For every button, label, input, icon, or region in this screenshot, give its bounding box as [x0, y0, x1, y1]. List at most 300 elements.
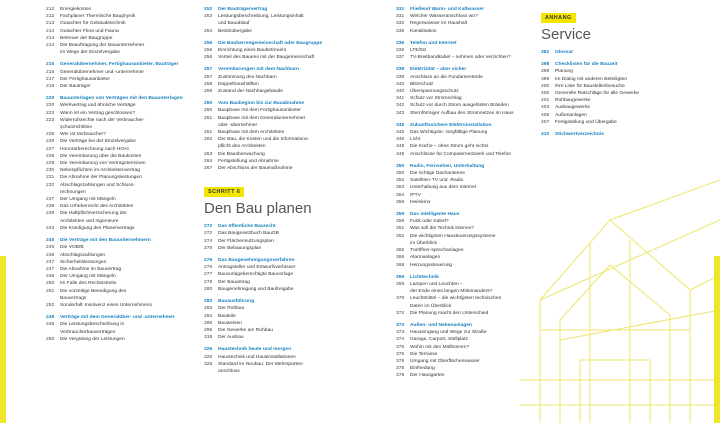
page-number: 219	[46, 84, 55, 90]
entry-title: Die Kündigung des Planervertrags	[60, 225, 135, 231]
toc-entry	[396, 13, 536, 20]
entry-title: Fließend Warm- und Kaltwasser	[410, 7, 485, 12]
page-number: 352	[396, 178, 405, 184]
page-number	[396, 240, 410, 247]
page-number: 222	[46, 110, 55, 116]
entry-title: Der Abschluss der Baumaßnahme	[218, 166, 293, 172]
toc-entry	[396, 136, 536, 143]
entry-title: rechnungen	[60, 189, 86, 195]
entry-title: Schutz vor Stromschlag	[410, 96, 462, 102]
entry-title: Im Dialog mit anderen Beteiligten	[555, 76, 628, 82]
page-number: 373	[396, 322, 405, 328]
page-number: 372	[396, 310, 405, 316]
page-number: 336	[396, 48, 405, 54]
chapter-title: Den Bau planen	[204, 200, 312, 218]
toc-section-heading	[541, 131, 691, 138]
page-number: 263	[204, 151, 213, 157]
page-number: 407	[541, 119, 550, 125]
entry-title: Energiekosten	[60, 7, 92, 12]
toc-entry	[46, 69, 186, 76]
toc-section	[46, 61, 186, 90]
toc-section	[46, 6, 186, 56]
toc-entry	[204, 47, 334, 54]
entry-title: im Wege der Einzelvergabe	[60, 50, 120, 56]
entry-title: Planung	[555, 69, 573, 75]
toc-entry	[396, 102, 536, 109]
toc-entry	[46, 35, 186, 42]
page-number: 401	[541, 98, 550, 104]
entry-title: Ausbaugewerke	[555, 105, 591, 111]
toc-entry	[204, 28, 334, 35]
toc-entry	[46, 288, 186, 295]
toc-section	[396, 66, 536, 116]
entry-title: Die Planung macht den Unterschied	[410, 310, 489, 316]
entry-title: Betreuer der Baugruppe	[60, 35, 113, 41]
toc-entry	[46, 252, 186, 259]
page-number: 278	[204, 279, 213, 285]
toc-section-heading	[396, 274, 536, 281]
toc-entry	[396, 110, 536, 117]
entry-title: Fertigstellung und Abnahme	[218, 158, 279, 164]
toc-entry	[204, 81, 334, 88]
entry-title: Überspannungsschutz	[410, 89, 459, 95]
page-number: 260	[204, 101, 213, 107]
toc-entry	[204, 74, 334, 81]
page-number	[46, 295, 60, 302]
page-number: 214	[46, 28, 55, 34]
page-number: 249	[46, 322, 55, 328]
entry-title: Das öffentliche Baurecht	[218, 224, 276, 230]
toc-entry	[204, 20, 334, 27]
toc-entry	[396, 262, 536, 269]
entry-title: Unterhaltung aus dem Internet	[410, 185, 477, 191]
entry-title: Haustechnik und Hausinstallationen	[218, 354, 296, 360]
toc-entry	[46, 182, 186, 189]
page-number: 378	[396, 366, 405, 372]
page-number: 237	[46, 197, 55, 203]
entry-title: Stichwortverzeichnis	[555, 132, 604, 138]
page-number: 331	[396, 14, 405, 20]
entry-title: Glossar	[555, 50, 574, 55]
page-number: 220	[46, 103, 55, 109]
page-number: 350	[396, 171, 405, 177]
toc-entry	[204, 368, 334, 375]
toc-section	[541, 61, 691, 126]
page-number: 275	[204, 245, 213, 251]
toc-entry	[396, 254, 536, 261]
toc-section	[204, 66, 334, 95]
toc-entry	[396, 233, 536, 240]
page-number: 225	[46, 132, 55, 138]
chapter-badge: ANHANG	[541, 13, 576, 23]
entry-title: Generalübernehmer, Fertighausanbieter, Bauträger	[60, 62, 179, 68]
page-number: 214	[46, 35, 55, 41]
entry-title: Kanalisation	[410, 28, 437, 34]
toc-entry	[396, 184, 536, 191]
page-number: 215	[46, 62, 55, 68]
toc-entry	[541, 97, 691, 104]
page-number: 365	[396, 248, 405, 254]
toc-entry	[204, 361, 334, 368]
entry-title: Radio, Fernsehen, Unterhaltung	[410, 163, 485, 169]
page-number: 362	[396, 233, 405, 239]
page-number: 272	[204, 224, 213, 230]
entry-title: Satelliten-TV und -Radio	[410, 178, 464, 184]
entry-title: Baugenehmigung und Baufreigabe	[218, 286, 294, 292]
toc-entry	[46, 153, 186, 160]
page-number: 369	[396, 274, 405, 280]
entry-title: pflicht des Architekten	[218, 144, 266, 150]
entry-title: Generelle Ratschläge für alle Gewerke	[555, 91, 639, 97]
entry-title: Fachplaner Thermische Bauphysik	[60, 14, 136, 20]
entry-title: Funk oder Kabel?	[410, 219, 449, 225]
entry-title: Schutz vor durch Strom ausgelösten Bränden	[410, 103, 509, 109]
toc-entry	[204, 327, 334, 334]
entry-title: Generalübernehmer und -unternehmer	[60, 69, 145, 75]
page-number: 258	[204, 89, 213, 95]
toc-entry	[396, 95, 536, 102]
page-number: 359	[396, 212, 405, 218]
entry-title: Der Bau, die Kosten und die Informations-	[218, 137, 310, 143]
page-number: 251	[46, 288, 55, 294]
toc-entry	[541, 76, 691, 83]
toc-entry	[46, 6, 186, 13]
toc-entry	[541, 112, 691, 119]
page-number: 349	[396, 151, 405, 157]
entry-title: Das Urheberrecht des Architekten	[60, 204, 134, 210]
toc-section	[396, 211, 536, 269]
toc-section-heading	[46, 61, 186, 68]
toc-entry	[204, 354, 334, 361]
toc-entry	[204, 230, 334, 237]
toc-section	[46, 95, 186, 232]
entry-title: Architekten und Ingenieure	[60, 218, 119, 224]
page-number: 339	[396, 74, 405, 80]
entry-title: Der Hausgarten	[410, 373, 445, 379]
entry-title: Verträge mit dem Generalüber- und -unternehmer	[60, 315, 175, 321]
page-number	[46, 218, 60, 225]
toc-entry	[396, 336, 536, 343]
toc-entry	[541, 104, 691, 111]
entry-title: Rohbaugewerke	[555, 98, 591, 104]
entry-title: Wer ist Verbraucher?	[60, 132, 106, 138]
entry-title: Der Umgang mit Mängeln	[60, 274, 116, 280]
entry-title: Alarmanlagen	[410, 255, 441, 261]
toc-section-heading	[46, 314, 186, 321]
entry-title: Der Ausbau	[218, 335, 244, 341]
entry-title: Gutachter für Gebäudetechnik	[60, 21, 126, 27]
page-number: 246	[46, 252, 55, 258]
page-number: 260	[204, 108, 213, 114]
toc-entry	[204, 122, 334, 129]
entry-title: Der Bauantrag	[218, 279, 250, 285]
page-number: 379	[396, 373, 405, 379]
toc-entry	[46, 42, 186, 49]
toc-entry	[46, 131, 186, 138]
entry-title: Antragsteller und Entwurfsverfasser	[218, 265, 296, 271]
page-number: 245	[46, 238, 55, 244]
entry-title: Die Leistungsbeschreibung in	[60, 322, 125, 328]
page-number: 257	[204, 74, 213, 80]
entry-title: Honorarberechnung nach HOAI	[60, 146, 129, 152]
page-number: 328	[204, 361, 213, 367]
toc-entry	[541, 90, 691, 97]
entry-title: Die Verträge mit den Bauunternehmern	[60, 238, 151, 244]
entry-title: Checklisten für die Bauzeit	[555, 62, 618, 68]
entry-title: Bauphase mit dem Generalunternehmer	[218, 115, 306, 121]
toc-entry	[204, 151, 334, 158]
toc-entry	[204, 143, 334, 150]
toc-entry	[396, 88, 536, 95]
toc-entry	[46, 218, 186, 225]
toc-section-heading	[396, 211, 536, 218]
toc-section-heading	[204, 223, 334, 230]
page-number: 369	[396, 281, 405, 287]
entry-title: Die Abnahme der Planungsleistungen	[60, 175, 142, 181]
toc-entry	[204, 54, 334, 61]
page-number: 253	[204, 14, 213, 20]
entry-title: der Ende eines langen Mitteinanders?	[410, 289, 493, 295]
page-number: 350	[396, 163, 405, 169]
toc-section	[204, 40, 334, 62]
entry-title: Einfriedung	[410, 366, 435, 372]
entry-title: Einrichtung eines Baubetreuers	[218, 48, 287, 54]
page-number: 239	[46, 204, 55, 210]
page-number: 256	[204, 48, 213, 54]
toc-section	[396, 6, 536, 35]
toc-entry	[46, 174, 186, 181]
page-number: 283	[204, 299, 213, 305]
entry-title: Zukunftssichere Elektroinstallation	[410, 122, 492, 128]
page-number: 217	[46, 76, 55, 82]
toc-entry	[46, 196, 186, 203]
entry-title: Das Baugenehmigungsverfahren	[218, 258, 295, 264]
toc-entry	[46, 321, 186, 328]
entry-title: Die Vereinbarung von Vertragsterminen	[60, 161, 146, 167]
entry-title: Abschlagszahlungen und Schluss-	[60, 182, 135, 188]
toc-section-heading	[204, 6, 334, 13]
entry-title: Der Flächennutzungsplan	[218, 238, 274, 244]
page-number: 376	[396, 358, 405, 364]
entry-title: Bauvorlageberechtigte Bauvorlage	[218, 272, 294, 278]
page-number: 348	[396, 144, 405, 150]
toc-entry	[46, 203, 186, 210]
toc-section-heading	[396, 122, 536, 129]
toc-column-4	[541, 6, 691, 138]
toc-entry	[396, 47, 536, 54]
page-number: 261	[204, 130, 213, 136]
entry-title: Elektrizität – aber sicher	[410, 67, 467, 73]
entry-title: Bauweisen	[218, 320, 242, 326]
toc-section-heading	[396, 40, 536, 47]
page-number: 318	[204, 335, 213, 341]
page-number: 343	[396, 110, 405, 116]
page-number: 276	[204, 258, 213, 264]
page-number: 232	[46, 182, 55, 188]
page-number: 277	[204, 272, 213, 278]
toc-entry	[204, 136, 334, 143]
toc-entry	[46, 302, 186, 309]
toc-entry	[46, 138, 186, 145]
chapter-badge: SCHRITT 6	[204, 187, 244, 197]
toc-section-heading	[204, 298, 334, 305]
entry-title: Was soll die Technik können?	[410, 226, 475, 232]
toc-entry	[204, 88, 334, 95]
entry-title: Ihre Liste für Baustellenbesuche	[555, 83, 625, 89]
toc-section-heading	[204, 40, 334, 47]
page-number: 339	[396, 67, 405, 73]
entry-title: Die Vereinbarung über die Baukosten	[60, 153, 142, 159]
toc-entry	[46, 49, 186, 56]
entry-title: Zustimmung des Nachbarn	[218, 74, 277, 80]
toc-entry	[396, 281, 536, 288]
toc-section-heading	[396, 322, 536, 329]
page-number: 247	[46, 266, 55, 272]
page-number: 280	[204, 286, 213, 292]
toc-entry	[46, 266, 186, 273]
page-number	[396, 288, 410, 295]
toc-section	[396, 322, 536, 380]
toc-entry	[46, 295, 186, 302]
page-number: 406	[541, 112, 550, 118]
page-number: 403	[541, 105, 550, 111]
page-number: 326	[204, 347, 213, 353]
toc-entry	[396, 247, 536, 254]
toc-entry	[46, 329, 186, 336]
toc-section	[204, 257, 334, 293]
entry-title: Vom Baubeginn bis zur Bauabnahme	[218, 101, 305, 107]
toc-section	[396, 122, 536, 158]
page-number: 398	[541, 69, 550, 75]
toc-section	[541, 131, 691, 138]
entry-title: Das Baugesetzbuch BauGB	[218, 231, 279, 237]
entry-title: IPTV	[410, 192, 421, 198]
toc-section	[204, 346, 334, 375]
page-number: 213	[46, 21, 55, 27]
entry-title: Der Bebauungsplan	[218, 245, 262, 251]
toc-entry	[46, 336, 186, 343]
entry-title: Die vorzeitige Beendigung des	[60, 288, 127, 294]
entry-title: Die Bauherrengemeinschaft oder Baugruppe	[218, 40, 323, 46]
toc-entry	[204, 13, 334, 20]
page-number: 400	[541, 83, 550, 89]
toc-section	[204, 6, 334, 35]
entry-title: Bauteile	[218, 313, 236, 319]
entry-title: Werkvertrag und ähnliche Verträge	[60, 103, 136, 109]
entry-title: Heizungssteuerung	[410, 262, 453, 268]
toc-entry	[46, 259, 186, 266]
toc-entry	[204, 264, 334, 271]
page-number: 276	[204, 265, 213, 271]
toc-entry	[204, 286, 334, 293]
page-number: 243	[46, 225, 55, 231]
entry-title: Die Bauüberwachung	[218, 151, 265, 157]
entry-title: Leuchtmittel – die wichtigsten technischen	[410, 296, 502, 302]
entry-title: im Überblick	[410, 240, 437, 246]
entry-title: Gutachter Flora und Fauna	[60, 28, 119, 34]
page-number: 331	[396, 7, 405, 12]
toc-entry	[396, 225, 536, 232]
toc-entry	[396, 28, 536, 35]
entry-title: Bauunterlagen von Verträgen mit den Bauunterlagen	[60, 96, 183, 102]
toc-section	[204, 100, 334, 172]
toc-entry	[46, 160, 186, 167]
toc-section	[541, 49, 691, 56]
entry-title: LTE/5G	[410, 48, 427, 54]
page-number	[46, 329, 60, 336]
entry-title: Standard im Neubau: Der Mehrsparten-	[218, 361, 304, 367]
toc-entry	[396, 329, 536, 336]
entry-title: Anschlüsse für Computernetzwerk und Telefon	[410, 151, 512, 157]
left-edge-marker	[0, 256, 6, 423]
toc-section	[204, 223, 334, 252]
page-number	[204, 20, 218, 27]
toc-section-heading	[204, 346, 334, 353]
page-number: 361	[396, 226, 405, 232]
page-number: 353	[396, 185, 405, 191]
page-number: 223	[46, 117, 55, 123]
toc-entry	[396, 143, 536, 150]
toc-entry	[46, 76, 186, 83]
toc-entry	[204, 107, 334, 114]
entry-title: Leistungsbeschreibung, Leistungsinhalt	[218, 14, 304, 20]
page-number: 227	[46, 146, 55, 152]
toc-entry	[204, 238, 334, 245]
toc-section-heading	[541, 61, 691, 68]
toc-entry	[46, 28, 186, 35]
toc-entry	[46, 110, 186, 117]
toc-entry	[396, 295, 536, 302]
toc-entry	[204, 313, 334, 320]
page-number: 398	[541, 62, 550, 68]
toc-entry	[396, 365, 536, 372]
page-number: 376	[396, 351, 405, 357]
toc-entry	[204, 305, 334, 312]
toc-entry	[396, 303, 536, 310]
toc-entry	[204, 115, 334, 122]
toc-section	[46, 237, 186, 309]
toc-entry	[396, 372, 536, 379]
page-number: 247	[46, 259, 55, 265]
entry-title: Das Wichtigste: sorgfältige Planung	[410, 130, 488, 136]
chapter-title: Service	[541, 26, 592, 43]
entry-title: Außenanlagen	[555, 112, 587, 118]
toc-entry	[204, 271, 334, 278]
page-number: 368	[396, 262, 405, 268]
entry-title: anschluss	[218, 368, 240, 374]
toc-column-2	[204, 6, 334, 375]
page-number	[204, 368, 218, 375]
toc-entry	[541, 119, 691, 126]
entry-title: Die Abnahme im Bauvertrag	[60, 266, 122, 272]
entry-title: Der Rohbau	[218, 306, 245, 312]
toc-section-heading	[204, 66, 334, 73]
page-number: 220	[46, 96, 55, 102]
toc-section	[396, 274, 536, 317]
page-number: 296	[204, 327, 213, 333]
entry-title: Wann ist ein Vertrag geschlossen?	[60, 110, 136, 116]
page-number: 399	[541, 76, 550, 82]
page-number: 346	[396, 137, 405, 143]
toc-entry	[46, 225, 186, 232]
page-number: 245	[46, 245, 55, 251]
page-number: 345	[396, 122, 405, 128]
page-number: 256	[204, 55, 213, 61]
page-number: 332	[396, 21, 405, 27]
toc-section-heading	[396, 6, 536, 13]
page-number: 252	[204, 7, 213, 12]
page-number: 212	[46, 7, 55, 12]
